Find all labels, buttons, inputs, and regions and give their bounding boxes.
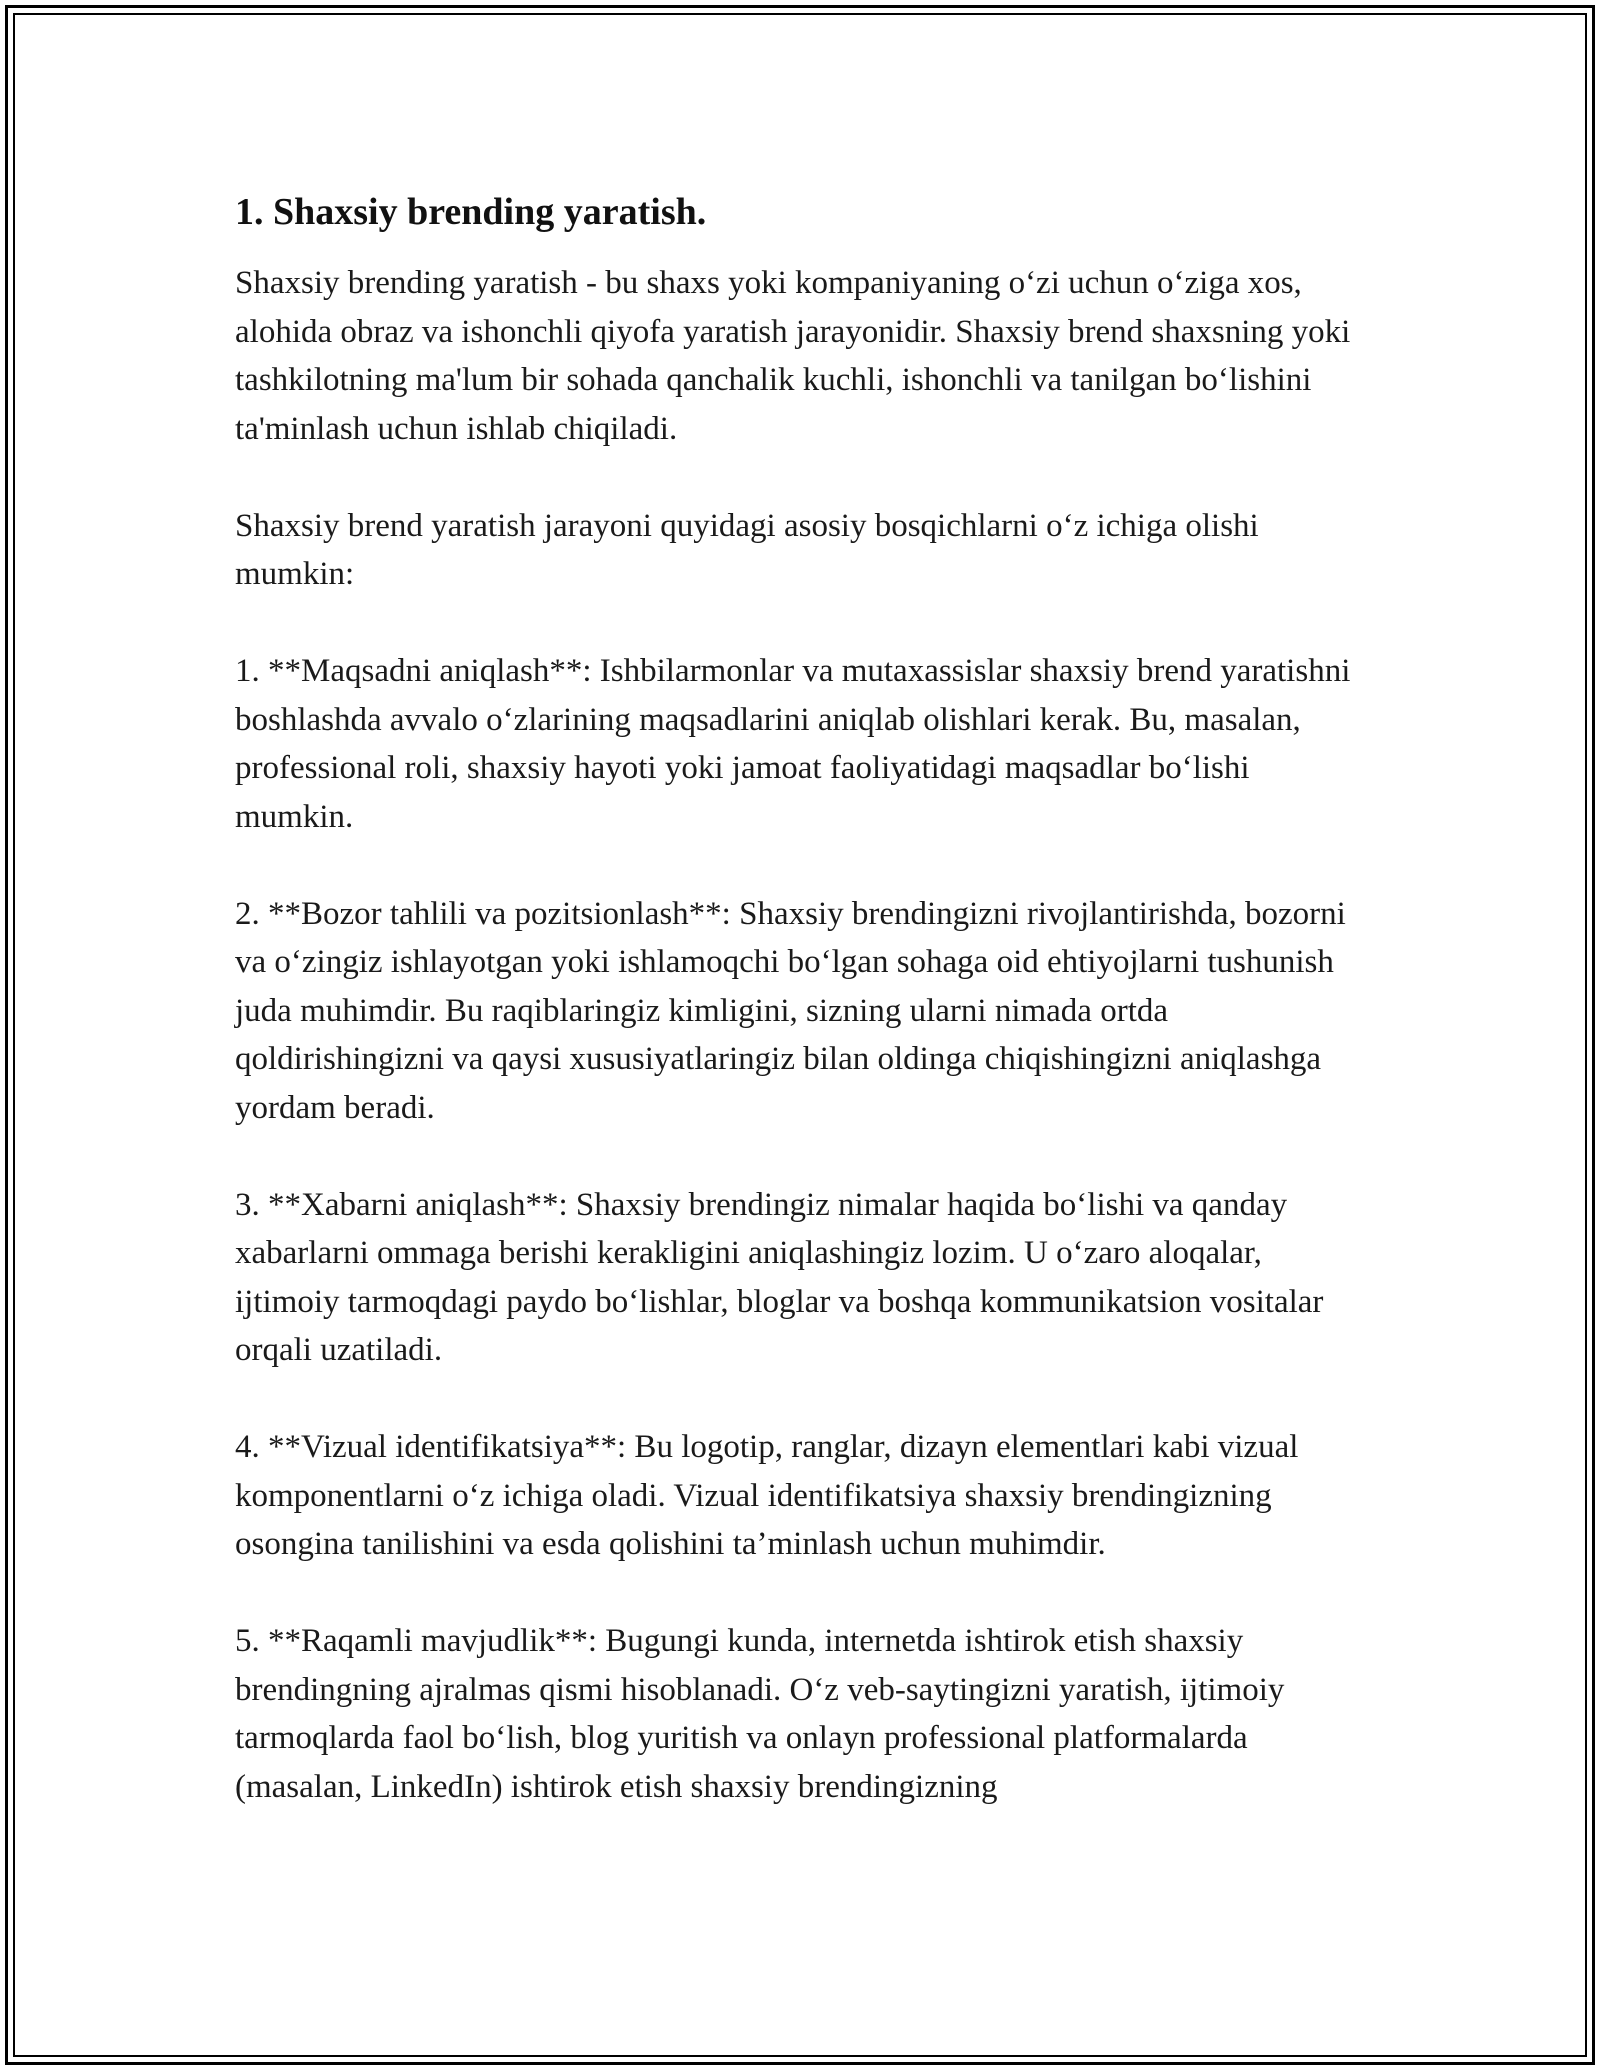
step-3-paragraph: 3. **Xabarni aniqlash**: Shaxsiy brendingiz nimalar haqida bo‘lishi va qanday xabarlarni ommaga berishi kerakligini aniqlashingiz lozim. U o‘zaro aloqalar, ijtimoiy tarmoqdagi paydo bo‘lishlar, bloglar va boshqa kommunikatsion vositalar orqali uzatiladi. [235, 1186, 1324, 1368]
section-heading: 1. Shaxsiy brending yaratish. [235, 191, 707, 233]
intro-paragraph: Shaxsiy brending yaratish - bu shaxs yoki kompaniyaning o‘zi uchun o‘ziga xos, alohida obraz va ishonchli qiyofa yaratish jarayonidir. Shaxsiy brend shaxsning yoki tashkilotning ma'lum bir sohada qanchalik kuchli, ishonchli va tanilgan bo‘lishini ta'minlash uchun ishlab chiqiladi. [235, 265, 1351, 447]
stages-intro-paragraph: Shaxsiy brend yaratish jarayoni quyidagi asosiy bosqichlarni o‘z ichiga olishi mumkin: [235, 507, 1259, 592]
step-1-paragraph: 1. **Maqsadni aniqlash**: Ishbilarmonlar va mutaxassislar shaxsiy brend yaratishni boshlashda avvalo o‘zlarining maqsadlarini aniqlab olishlari kerak. Bu, masalan, professional roli, shaxsiy hayoti yoki jamoat faoliyatidagi maqsadlar bo‘lishi mumkin. [235, 653, 1351, 835]
step-4-paragraph: 4. **Vizual identifikatsiya**: Bu logotip, ranglar, dizayn elementlari kabi vizual komponentlarni o‘z ichiga oladi. Vizual identifikatsiya shaxsiy brendingizning osongina tanilishini va esda qolishini ta’minlash uchun muhimdir. [235, 1429, 1299, 1562]
step-2-paragraph: 2. **Bozor tahlili va pozitsionlash**: Shaxsiy brendingizni rivojlantirishda, bozorni va o‘zingiz ishlayotgan yoki ishlamoqchi bo‘lgan sohaga oid ehtiyojlarni tushunish juda muhimdir. Bu raqiblaringiz kimligini, sizning ularni nimada ortda qoldirishingizni va qaysi xususiyatlaringiz bilan oldinga chiqishingizni aniqlashga yordam beradi. [235, 895, 1346, 1126]
step-5-paragraph: 5. **Raqamli mavjudlik**: Bugungi kunda, internetda ishtirok etish shaxsiy brendingning ajralmas qismi hisoblanadi. O‘z veb-saytingizni yaratish, ijtimoiy tarmoqlarda faol bo‘lish, blog yuritish va onlayn professional platformalarda (masalan, LinkedIn) ishtirok etish shaxsiy brendingizning [235, 1623, 1285, 1805]
document-body [235, 186, 1365, 1811]
